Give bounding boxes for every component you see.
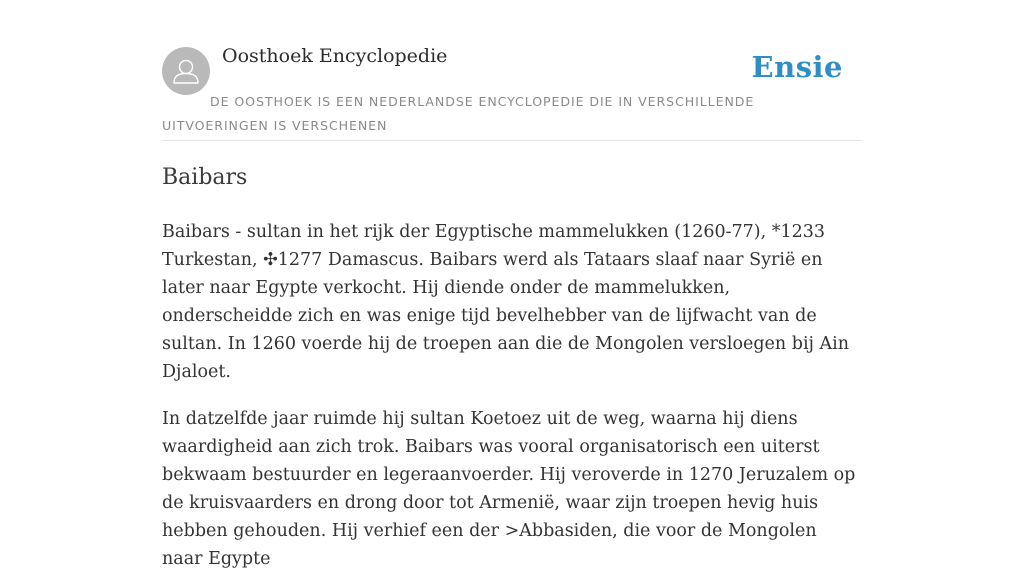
user-avatar-icon[interactable] [162,47,210,95]
author-name[interactable]: Oosthoek Encyclopedie [222,45,448,67]
author-header [162,44,862,141]
ensie-logo[interactable]: Ensie [751,50,843,84]
article-paragraph-2: In datzelfde jaar ruimde hij sultan Koetoez uit de weg, waarna hij diens waardigheid aan zich trok. Baibars was vooral organisatorisch een uiterst bekwaam bestuurder en legeraanvoerder. Hij veroverde in 1270 Jeruzalem op de kruisvaarders en drong door tot Armenië, waar zijn troepen hevig huis hebben gehouden. Hij verhief een der >Abbasiden, die voor de Mongolen naar Egypte [162,409,856,569]
article-title: Baibars [162,165,248,190]
article [162,160,862,573]
author-description: DE OOSTHOEK IS EEN NEDERLANDSE ENCYCLOPEDIE DIE IN VERSCHILLENDE UITVOERINGEN IS VERSCHENEN [162,94,755,133]
article-paragraph-1: Baibars - sultan in het rijk der Egyptische mammelukken (1260-77), *1233 Turkestan, ✣1277 Damascus. Baibars werd als Tataars slaaf naar Syrië en later naar Egypte verkocht. Hij diende onder de mammelukken, onderscheidde zich en was enige tijd bevelhebber van de lijfwacht van de sultan. In 1260 voerde hij de troepen aan die de Mongolen versloegen bij Ain Djaloet. [162,222,850,382]
